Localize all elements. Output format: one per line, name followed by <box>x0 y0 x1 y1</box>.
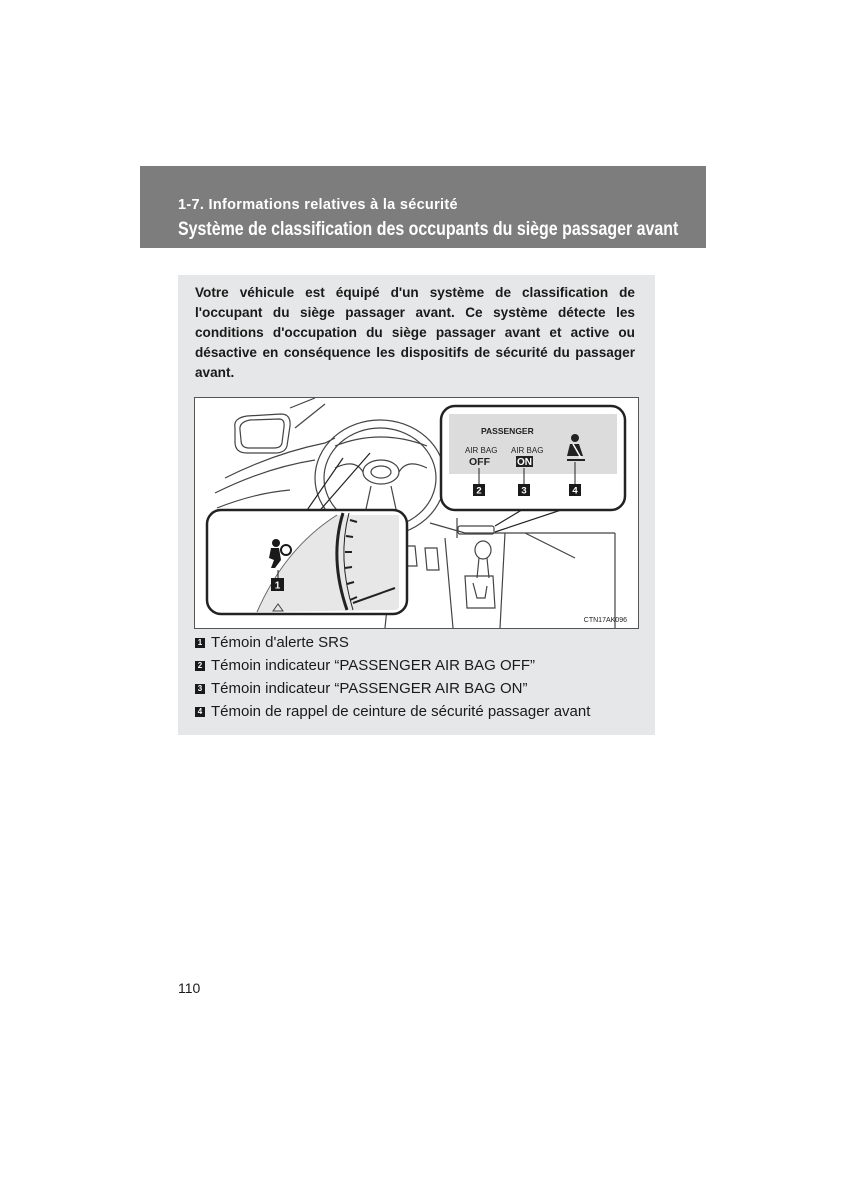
content-panel <box>178 275 655 735</box>
dashboard-drawing <box>195 398 638 628</box>
callout-4: 4 <box>572 485 578 497</box>
legend-item <box>195 677 590 700</box>
legend-list <box>195 631 590 723</box>
callout-1: 1 <box>274 580 281 592</box>
header-band <box>140 166 706 248</box>
callout-3: 3 <box>521 485 527 497</box>
zoom-connector-left <box>303 453 370 516</box>
legend-text: Témoin d'alerte SRS <box>211 634 349 651</box>
dashboard-illustration <box>194 397 639 629</box>
legend-badge: 3 <box>195 684 205 694</box>
intro-paragraph: Votre véhicule est équipé d'un système de classification de l'occupant du siège passager avant. Ce système détecte les conditions d'occupation du siège passager avant et active ou désactive en conséquence les dispositifs de sécurité du passager avant. <box>195 285 635 380</box>
airbag-off-label-top: AIR BAG <box>465 446 498 455</box>
legend-badge: 4 <box>195 707 205 717</box>
legend-text: Témoin de rappel de ceinture de sécurité passager avant <box>211 703 591 720</box>
legend-item <box>195 700 590 723</box>
callout-2: 2 <box>476 485 482 497</box>
legend-item <box>195 654 590 677</box>
airbag-off-indicator: OFF <box>469 456 490 468</box>
zoom-connector-right <box>495 508 567 532</box>
figure-code: CTN17AK096 <box>583 617 627 624</box>
page-number: 110 <box>178 980 201 996</box>
airbag-on-indicator: ON <box>517 457 532 468</box>
passenger-label: PASSENGER <box>481 426 534 436</box>
legend-badge: 2 <box>195 661 205 671</box>
legend-badge: 1 <box>195 638 205 648</box>
airbag-on-label-top: AIR BAG <box>511 446 544 455</box>
page-title: Système de classification des occupants du siège passager avant <box>178 219 679 240</box>
passenger-indicator-zoom-box <box>441 406 625 510</box>
legend-text: Témoin indicateur “PASSENGER AIR BAG ON” <box>211 680 528 697</box>
section-label: 1-7. Informations relatives à la sécurité <box>178 197 458 213</box>
legend-item <box>195 631 590 654</box>
legend-text: Témoin indicateur “PASSENGER AIR BAG OFF” <box>211 657 535 674</box>
srs-zoom-box <box>207 510 407 614</box>
